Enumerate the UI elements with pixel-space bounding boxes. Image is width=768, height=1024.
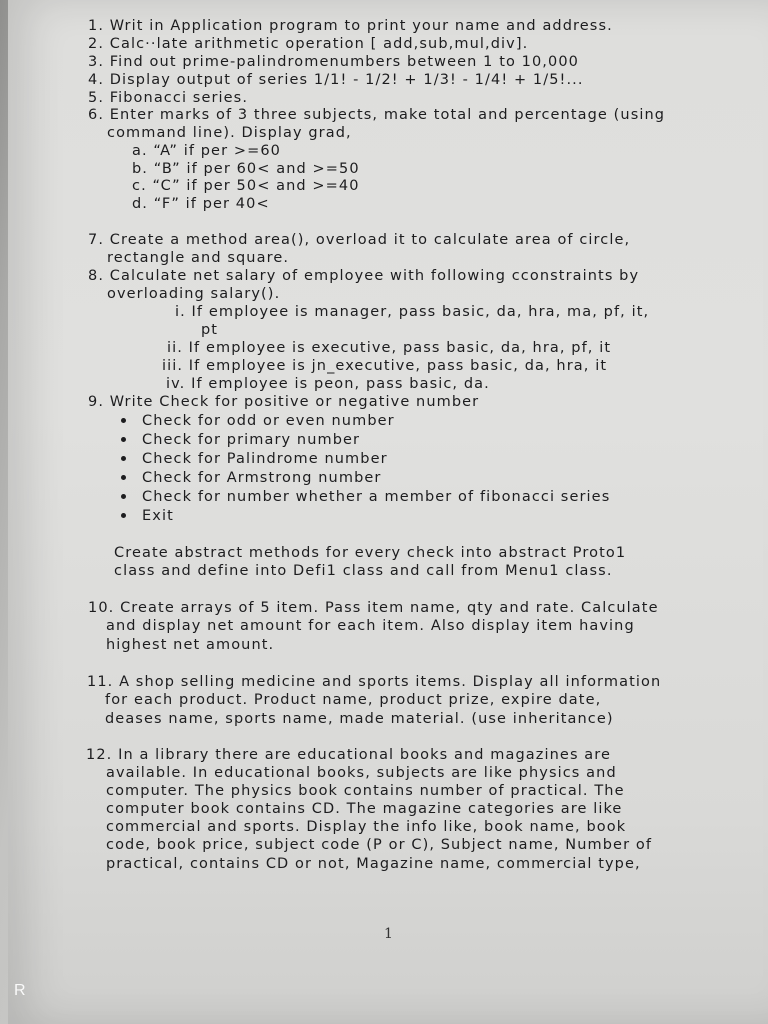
salary-rule-iv: iv. If employee is peon, pass basic, da. <box>166 376 490 392</box>
bullet-marker <box>121 513 126 518</box>
question-11-line-3: deases name, sports name, made material. (use inheritance) <box>105 711 614 727</box>
salary-rule-ii: ii. If employee is executive, pass basic, da, hra, pf, it <box>167 340 612 356</box>
question-4: 4. Display output of series 1/1! - 1/2! + 1/3! - 1/4! + 1/5!... <box>88 72 584 88</box>
salary-rule-i-line-2: pt <box>201 322 219 338</box>
question-12-line-4: computer book contains CD. The magazine categories are like <box>106 801 623 817</box>
question-11-line-2: for each product. Product name, product prize, expire date, <box>105 692 602 708</box>
question-1: 1. Writ in Application program to print your name and address. <box>88 18 613 34</box>
check-primary: Check for primary number <box>142 432 361 448</box>
bullet-marker <box>121 475 126 480</box>
question-10-line-1: 10. Create arrays of 5 item. Pass item name, qty and rate. Calculate <box>88 600 659 616</box>
salary-rule-iii: iii. If employee is jn_executive, pass basic, da, hra, it <box>162 358 608 374</box>
question-7-line-1: 7. Create a method area(), overload it to calculate area of circle, <box>88 232 631 248</box>
question-12-line-2: available. In educational books, subjects are like physics and <box>106 765 617 781</box>
question-9-note-line-2: class and define into Defi1 class and call from Menu1 class. <box>114 563 613 579</box>
question-5: 5. Fibonacci series. <box>88 90 249 106</box>
question-10-line-3: highest net amount. <box>106 637 275 653</box>
question-7-line-2: rectangle and square. <box>107 250 290 266</box>
question-10-line-2: and display net amount for each item. Also display item having <box>106 618 635 634</box>
question-8-line-2: overloading salary(). <box>107 286 281 302</box>
question-12-line-5: commercial and sports. Display the info like, book name, book <box>106 819 627 835</box>
grade-a: a. “A” if per >=60 <box>132 143 281 159</box>
check-palindrome: Check for Palindrome number <box>142 451 388 467</box>
page-number: 1 <box>384 926 395 942</box>
corner-mark: R <box>14 982 26 999</box>
bullet-marker <box>121 456 126 461</box>
grade-f: d. “F” if per 40< <box>132 196 270 212</box>
question-12-line-3: computer. The physics book contains number of practical. The <box>106 783 625 799</box>
question-6-line-2: command line). Display grad, <box>107 125 352 141</box>
salary-rule-i-line-1: i. If employee is manager, pass basic, da, hra, ma, pf, it, <box>175 304 650 320</box>
question-11-line-1: 11. A shop selling medicine and sports items. Display all information <box>87 674 662 690</box>
grade-b: b. “B” if per 60< and >=50 <box>132 161 360 177</box>
question-6-line-1: 6. Enter marks of 3 three subjects, make total and percentage (using <box>88 107 666 123</box>
question-8-line-1: 8. Calculate net salary of employee with following cconstraints by <box>88 268 640 284</box>
check-armstrong: Check for Armstrong number <box>142 470 382 486</box>
check-odd-even: Check for odd or even number <box>142 413 395 429</box>
menu-exit: Exit <box>142 508 174 524</box>
check-fibonacci: Check for number whether a member of fibonacci series <box>142 489 611 505</box>
bullet-marker <box>121 418 126 423</box>
bullet-marker <box>121 494 126 499</box>
grade-c: c. “C” if per 50< and >=40 <box>132 178 360 194</box>
question-9-note-line-1: Create abstract methods for every check into abstract Proto1 <box>114 545 627 561</box>
bullet-marker <box>121 437 126 442</box>
question-12-line-7: practical, contains CD or not, Magazine name, commercial type, <box>106 856 641 872</box>
question-12-line-6: code, book price, subject code (P or C), Subject name, Number of <box>106 837 653 853</box>
question-2: 2. Calc··late arithmetic operation [ add,sub,mul,div]. <box>88 36 529 52</box>
question-3: 3. Find out prime-palindromenumbers between 1 to 10,000 <box>88 54 579 70</box>
question-9: 9. Write Check for positive or negative number <box>88 394 480 410</box>
question-12-line-1: 12. In a library there are educational books and magazines are <box>86 747 612 763</box>
